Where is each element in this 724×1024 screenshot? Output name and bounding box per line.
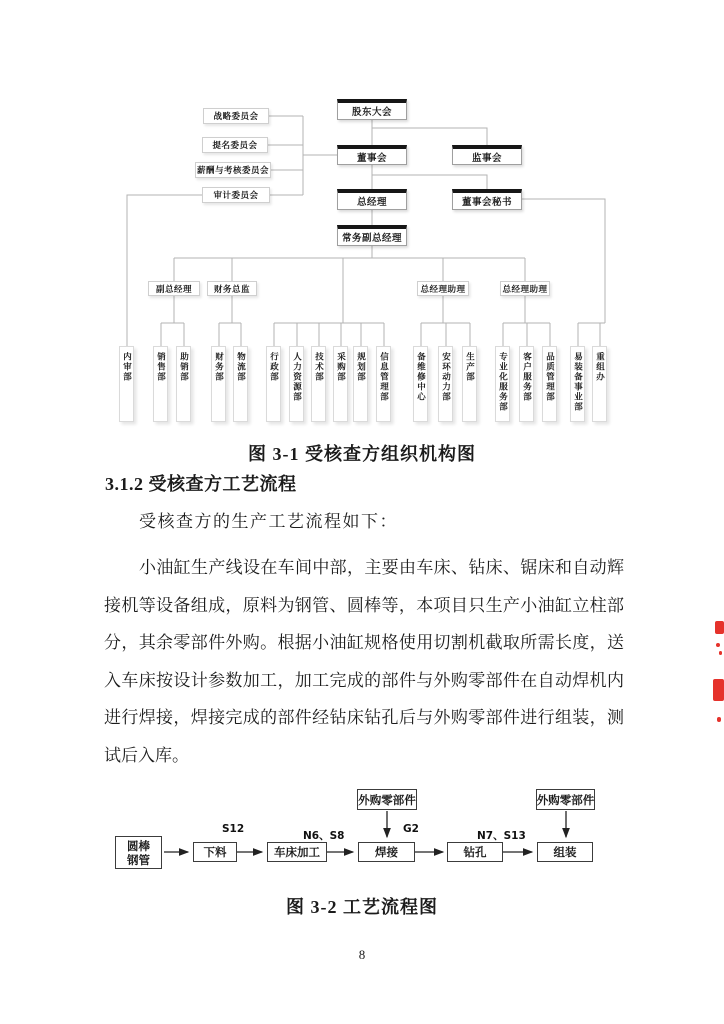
- dept-label: 信息管理部: [378, 352, 389, 402]
- committee-label: 战略委员会: [213, 112, 259, 122]
- flow-node-assembly: [537, 842, 593, 862]
- org-dept-production: [462, 346, 477, 422]
- org-dept-restructuring-office: [592, 346, 607, 422]
- dept-label: 客户服务部: [521, 352, 532, 402]
- org-dept-sales: [153, 346, 168, 422]
- org-mid-deputy-gm: [148, 281, 200, 296]
- org-node-exec-deputy-gm: [337, 225, 407, 246]
- dept-label: 技术部: [313, 352, 324, 382]
- raw-material-line2: 钢管: [127, 852, 150, 867]
- flow-step-label: 车床加工: [274, 845, 320, 859]
- org-node-gm: [337, 189, 407, 210]
- body-line: 试后入库。: [104, 745, 189, 765]
- dept-label: 采购部: [335, 352, 346, 382]
- org-committee-nomination: [202, 137, 268, 153]
- red-stamp-fragment: [719, 651, 722, 655]
- org-dept-maintenance-center: [413, 346, 428, 422]
- org-committee-strategy: [203, 108, 269, 124]
- org-node-shareholders: [337, 99, 407, 120]
- org-dept-internal-audit: [119, 346, 134, 422]
- dept-label: 专业化服务部: [497, 352, 508, 412]
- org-node-supervisory: [452, 145, 522, 165]
- org-dept-quality: [542, 346, 557, 422]
- org-dept-hr: [289, 346, 304, 422]
- org-dept-planning: [353, 346, 368, 422]
- org-committee-compensation: [195, 162, 271, 178]
- dept-label: 行政部: [268, 352, 279, 382]
- org-node-label: 常务副总经理: [341, 233, 402, 244]
- org-mid-gm-assistant-2: [500, 281, 550, 296]
- body-line: 小油缸生产线设在车间中部，主要由车床、钻床、锯床和自动辉: [139, 558, 624, 577]
- dept-label: 重组办: [594, 352, 605, 382]
- org-dept-sales-support: [176, 346, 191, 422]
- flow-node-cutting: [193, 842, 237, 862]
- body-line: 进行焊接，焊接完成的部件经钻床钻孔后与外购零部件进行组装，测: [104, 708, 624, 728]
- intro-paragraph: 受核查方的生产工艺流程如下：: [139, 512, 398, 531]
- dept-label: 内审部: [121, 352, 132, 382]
- flow-node-purchased-parts-2: [536, 789, 595, 810]
- org-node-label: 监事会: [471, 152, 502, 164]
- figure-3-1-caption: 图 3-1 受核查方组织机构图: [248, 444, 476, 464]
- org-dept-equipment-division: [570, 346, 585, 422]
- org-mid-gm-assistant-1: [417, 281, 469, 296]
- org-node-board-secretary: [452, 189, 522, 210]
- source-label-n6-s8: N6、S8: [303, 830, 345, 842]
- committee-label: 审计委员会: [213, 191, 259, 201]
- org-committee-audit: [202, 187, 270, 203]
- body-paragraph: [104, 549, 624, 775]
- org-dept-information: [376, 346, 391, 422]
- dept-label: 易装备事业部: [572, 352, 583, 412]
- org-node-label: 总经理: [356, 197, 387, 208]
- body-line: 分，其余零部件外购。根据小油缸规格使用切割机截取所需长度，送: [104, 633, 624, 653]
- org-node-label: 股东大会: [351, 107, 392, 118]
- flow-node-purchased-parts-1: [357, 789, 417, 810]
- org-dept-administration: [266, 346, 281, 422]
- org-node-label: 董事会: [356, 152, 387, 164]
- dept-label: 财务部: [213, 352, 224, 382]
- red-stamp-fragment: [713, 679, 724, 701]
- org-dept-customer-service: [519, 346, 534, 422]
- flow-step-label: 组装: [553, 845, 577, 859]
- mid-label: 副总经理: [155, 284, 192, 295]
- flow-step-label: 焊接: [375, 845, 398, 859]
- figure-3-2-caption: 图 3-2 工艺流程图: [286, 897, 438, 917]
- dept-label: 安环动力部: [440, 352, 451, 402]
- red-stamp-fragment: [715, 621, 724, 634]
- raw-material-line1: 圆棒: [127, 838, 150, 853]
- org-dept-procurement: [333, 346, 348, 422]
- committee-label: 提名委员会: [212, 141, 258, 151]
- dept-label: 物流部: [235, 352, 246, 382]
- mid-label: 总经理助理: [502, 284, 548, 295]
- dept-label: 规划部: [355, 352, 366, 382]
- body-line: 入车床按设计参数加工，加工完成的部件与外购零部件在自动焊机内: [104, 670, 624, 690]
- flow-node-lathe: [267, 842, 327, 862]
- dept-label: 人力资源部: [291, 352, 302, 402]
- org-node-label: 董事会秘书: [461, 197, 512, 208]
- red-stamp-fragment: [717, 717, 721, 722]
- dept-label: 品质管理部: [544, 352, 555, 402]
- org-dept-professional-services: [495, 346, 510, 422]
- body-line: 接机等设备组成，原料为钢管、圆棒等，本项目只生产小油缸立柱部: [104, 595, 624, 615]
- flow-node-drilling: [447, 842, 503, 862]
- dept-label: 助销部: [178, 352, 189, 382]
- flow-node-welding: [358, 842, 415, 862]
- purchased-parts-label: 外购零部件: [536, 792, 595, 807]
- purchased-parts-label: 外购零部件: [358, 792, 416, 807]
- org-mid-cfo: [207, 281, 257, 296]
- process-flow-chart: [100, 780, 624, 880]
- mid-label: 财务总监: [213, 284, 250, 295]
- org-dept-logistics: [233, 346, 248, 422]
- org-dept-finance: [211, 346, 226, 422]
- flow-step-label: 钻孔: [463, 845, 487, 859]
- flow-step-label: 下料: [203, 845, 227, 859]
- committee-label: 薪酬与考核委员会: [196, 166, 269, 176]
- flow-node-raw-material: [115, 836, 162, 869]
- org-dept-safety-power: [438, 346, 453, 422]
- source-label-g2: G2: [403, 823, 419, 835]
- org-dept-technology: [311, 346, 326, 422]
- red-stamp-fragment: [716, 643, 720, 647]
- source-label-n7-s13: N7、S13: [477, 830, 526, 842]
- dept-label: 销售部: [155, 352, 166, 382]
- org-node-board: [337, 145, 407, 165]
- source-label-s12: S12: [222, 823, 245, 835]
- org-chart: [100, 95, 630, 433]
- mid-label: 总经理助理: [420, 284, 466, 295]
- dept-label: 生产部: [464, 352, 475, 382]
- page-number: 8: [358, 947, 366, 962]
- dept-label: 备维修中心: [415, 352, 426, 402]
- section-heading: 3.1.2 受核查方工艺流程: [105, 474, 297, 494]
